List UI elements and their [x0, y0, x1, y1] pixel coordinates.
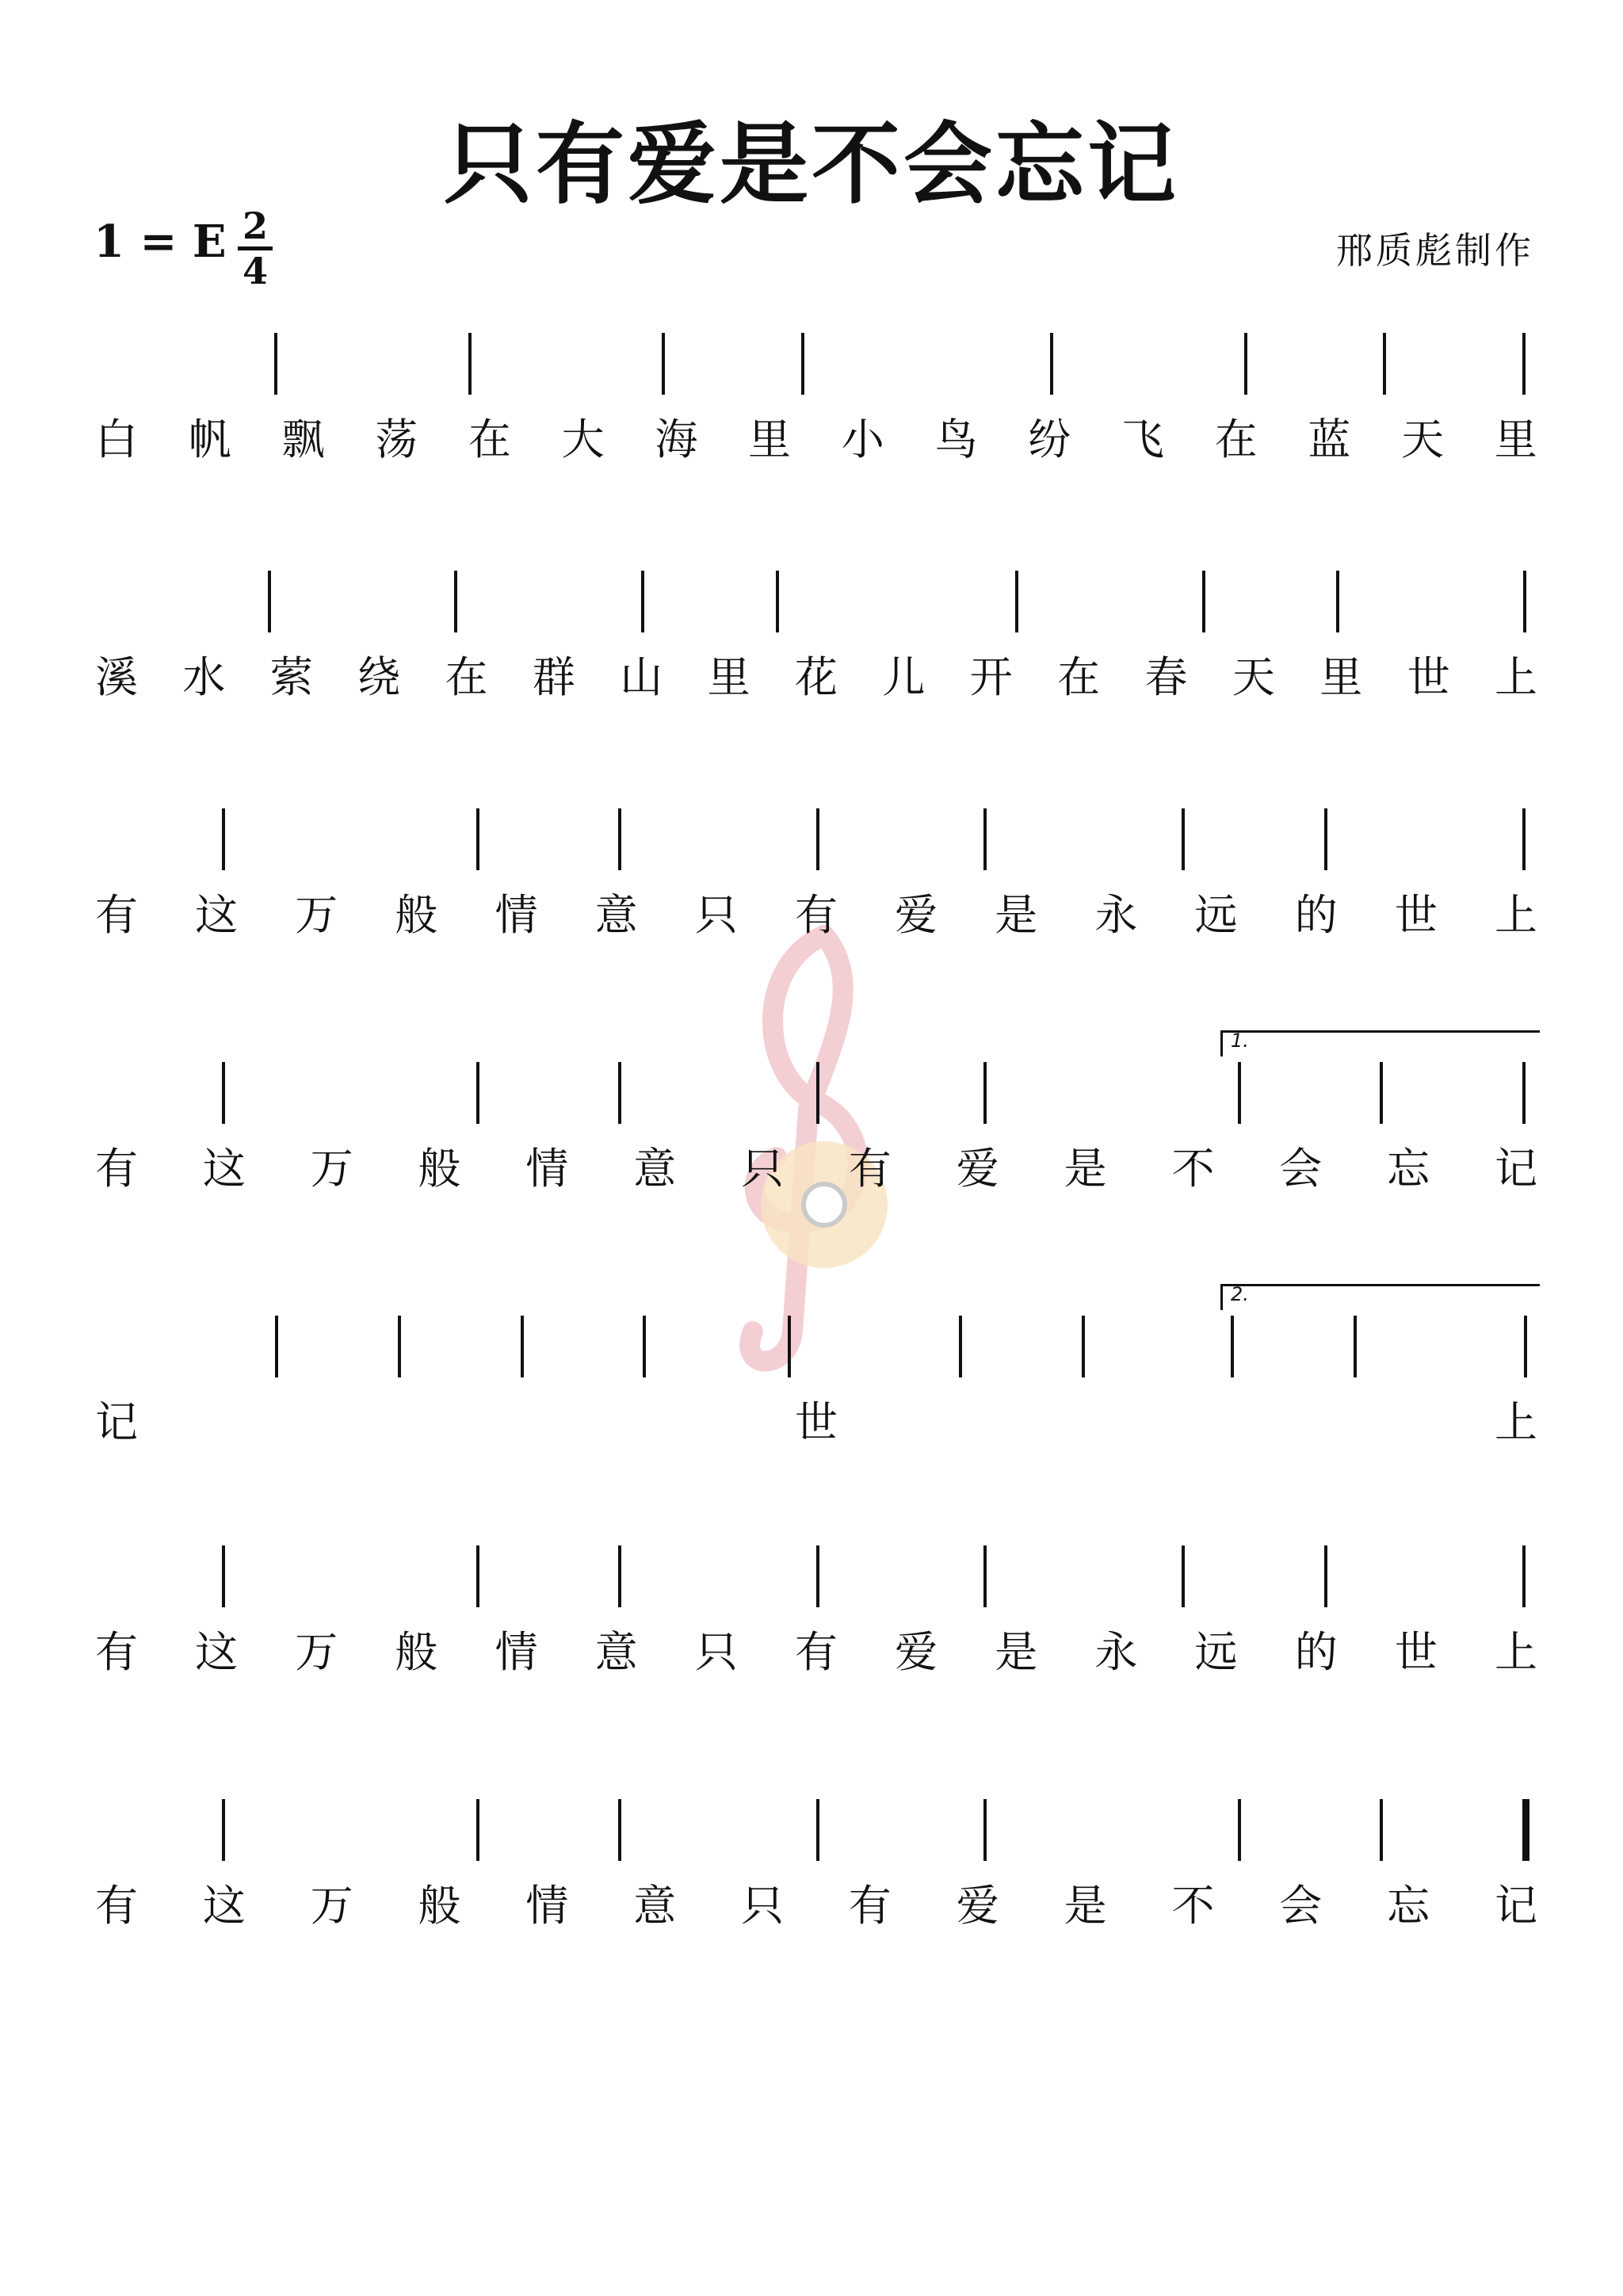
lyric-char: 这 — [195, 890, 239, 940]
barline — [476, 1799, 479, 1861]
lyric-char: 在 — [468, 415, 511, 464]
lyric-char: 是 — [995, 1627, 1038, 1677]
song-title: 只有爱是不会忘记 — [444, 113, 1179, 216]
lyric-char: 爱 — [956, 1144, 999, 1194]
barline — [398, 1316, 401, 1377]
lyric-char: 蓝 — [1308, 415, 1351, 464]
barline — [959, 1316, 962, 1377]
barline — [222, 1545, 225, 1607]
barline — [983, 1545, 987, 1607]
barline — [275, 1316, 278, 1377]
barline — [662, 333, 665, 395]
barline — [1324, 1545, 1327, 1607]
lyric-char: 忘 — [1387, 1144, 1430, 1194]
lyric-char: 有 — [794, 1627, 838, 1677]
lyric-char: 鸟 — [934, 415, 978, 464]
barline — [476, 808, 479, 870]
barline — [1524, 1316, 1527, 1377]
lyric-char: 群 — [532, 652, 575, 702]
barline — [1238, 1799, 1241, 1861]
barline — [476, 1062, 479, 1124]
lyric-char: 远 — [1194, 890, 1238, 940]
lyric-char: 只 — [694, 890, 738, 940]
lyric-char: 只 — [741, 1881, 785, 1931]
barline — [1522, 808, 1526, 870]
barline — [454, 571, 457, 632]
barline — [1522, 333, 1526, 395]
barline — [476, 1545, 479, 1607]
lyric-char: 这 — [202, 1144, 246, 1194]
lyric-char: 忘 — [1387, 1881, 1430, 1931]
lyric-line — [95, 1629, 1537, 1676]
lyric-char: 有 — [794, 890, 838, 940]
lyric-char: 世 — [795, 1397, 838, 1447]
barline — [1182, 808, 1185, 870]
lyric-char: 天 — [1232, 652, 1275, 702]
barline — [618, 808, 621, 870]
author-credit: 邢质彪制作 — [1336, 229, 1534, 272]
barline — [222, 808, 225, 870]
barline — [816, 808, 819, 870]
lyric-char: 花 — [795, 652, 838, 702]
lyric-char: 上 — [1495, 1397, 1537, 1447]
barline — [1383, 333, 1386, 395]
lyric-char: 不 — [1171, 1881, 1215, 1931]
lyric-char: 万 — [295, 1627, 338, 1677]
barline — [1380, 1062, 1383, 1124]
barline — [1522, 1545, 1526, 1607]
lyric-char: 世 — [1394, 1627, 1438, 1677]
lyric-char: 里 — [1319, 652, 1363, 702]
lyric-char: 情 — [525, 1144, 569, 1194]
barline — [268, 571, 271, 632]
key-signature: 1 = E — [94, 216, 227, 268]
lyric-char: 永 — [1094, 890, 1138, 940]
lyric-char: 帆 — [188, 415, 231, 464]
lyric-char: 小 — [841, 415, 884, 464]
barline — [222, 1799, 225, 1861]
lyric-char: 的 — [1294, 1627, 1338, 1677]
lyric-char: 有 — [95, 1627, 138, 1677]
lyric-char: 情 — [495, 1627, 538, 1677]
time-top: 2 — [242, 204, 268, 247]
lyric-char: 只 — [741, 1144, 785, 1194]
treble-clef-watermark-icon — [705, 919, 911, 1395]
volta-label: 2. — [1231, 1283, 1249, 1305]
barline — [618, 1545, 621, 1607]
lyric-char: 永 — [1094, 1627, 1138, 1677]
lyric-char: 飞 — [1121, 415, 1164, 464]
lyric-char: 般 — [418, 1881, 461, 1931]
lyric-char: 情 — [495, 890, 538, 940]
final-barline — [1522, 1799, 1529, 1861]
lyric-char: 儿 — [882, 652, 926, 702]
lyric-char: 荡 — [375, 415, 418, 464]
lyric-char: 远 — [1194, 1627, 1238, 1677]
barline — [816, 1545, 819, 1607]
time-bottom: 4 — [242, 250, 268, 292]
lyric-char: 天 — [1401, 415, 1445, 464]
lyric-char: 海 — [655, 415, 698, 464]
lyric-char: 会 — [1279, 1144, 1323, 1194]
lyric-char: 般 — [395, 890, 438, 940]
lyric-char: 记 — [1494, 1144, 1537, 1194]
barline — [618, 1799, 621, 1861]
barline — [1244, 333, 1247, 395]
lyric-char: 意 — [594, 890, 638, 940]
lyric-char: 万 — [310, 1144, 353, 1194]
barline — [1231, 1316, 1234, 1377]
barline — [641, 571, 644, 632]
lyric-char: 爱 — [895, 890, 938, 940]
lyric-char: 溪 — [95, 652, 138, 702]
lyric-char: 白 — [95, 415, 138, 464]
lyric-char: 里 — [748, 415, 792, 464]
lyric-line — [95, 416, 1537, 464]
lyric-char: 意 — [633, 1144, 677, 1194]
lyric-line — [95, 1882, 1537, 1930]
lyric-char: 在 — [445, 652, 488, 702]
barline — [1324, 808, 1327, 870]
lyric-char: 只 — [694, 1627, 738, 1677]
barline — [1523, 571, 1526, 632]
volta-label: 1. — [1231, 1030, 1249, 1052]
lyric-char: 有 — [848, 1881, 892, 1931]
barline — [468, 333, 472, 395]
lyric-char: 记 — [95, 1397, 138, 1447]
lyric-char: 开 — [969, 652, 1013, 702]
barline — [1380, 1799, 1383, 1861]
barline — [1202, 571, 1205, 632]
barline — [618, 1062, 621, 1124]
barline — [1354, 1316, 1357, 1377]
lyric-char: 爱 — [956, 1881, 999, 1931]
barline — [1522, 1062, 1526, 1124]
barline — [274, 333, 277, 395]
lyric-char: 不 — [1171, 1144, 1215, 1194]
lyric-char: 山 — [620, 652, 663, 702]
time-signature — [236, 204, 274, 292]
barline — [1182, 1545, 1185, 1607]
lyric-char: 有 — [95, 1881, 138, 1931]
barline — [983, 1062, 987, 1124]
lyric-char: 飘 — [281, 415, 325, 464]
barline — [983, 1799, 987, 1861]
lyric-line — [95, 1399, 1537, 1446]
lyric-char: 纷 — [1028, 415, 1071, 464]
lyric-char: 万 — [310, 1881, 353, 1931]
barline — [816, 1799, 819, 1861]
lyric-char: 般 — [395, 1627, 438, 1677]
lyric-char: 萦 — [269, 652, 313, 702]
lyric-char: 里 — [1494, 415, 1537, 464]
lyric-char: 在 — [1057, 652, 1101, 702]
barline — [1050, 333, 1053, 395]
lyric-char: 万 — [295, 890, 338, 940]
barline — [983, 808, 987, 870]
lyric-char: 这 — [195, 1627, 239, 1677]
lyric-char: 般 — [418, 1144, 461, 1194]
barline — [222, 1062, 225, 1124]
barline — [1336, 571, 1339, 632]
lyric-char: 有 — [95, 1144, 138, 1194]
lyric-char: 大 — [561, 415, 605, 464]
barline — [776, 571, 779, 632]
lyric-char: 上 — [1495, 652, 1537, 702]
lyric-char: 世 — [1407, 652, 1450, 702]
lyric-char: 绕 — [357, 652, 401, 702]
lyric-char: 在 — [1214, 415, 1258, 464]
lyric-char: 里 — [707, 652, 750, 702]
barline — [1238, 1062, 1241, 1124]
lyric-char: 记 — [1494, 1881, 1537, 1931]
barline — [643, 1316, 646, 1377]
lyric-char: 春 — [1144, 652, 1188, 702]
lyric-char: 是 — [1064, 1881, 1107, 1931]
lyric-char: 上 — [1494, 890, 1537, 940]
barline — [521, 1316, 524, 1377]
lyric-char: 会 — [1279, 1881, 1323, 1931]
lyric-char: 是 — [995, 890, 1038, 940]
lyric-char: 上 — [1494, 1627, 1537, 1677]
lyric-char: 情 — [525, 1881, 569, 1931]
volta-bracket — [1220, 1284, 1540, 1310]
barline — [801, 333, 804, 395]
lyric-char: 爱 — [895, 1627, 938, 1677]
lyric-char: 这 — [202, 1881, 246, 1931]
lyric-char: 意 — [633, 1881, 677, 1931]
lyric-char: 世 — [1394, 890, 1438, 940]
lyric-line — [95, 654, 1537, 701]
lyric-char: 是 — [1064, 1144, 1107, 1194]
lyric-char: 水 — [182, 652, 226, 702]
lyric-char: 的 — [1294, 890, 1338, 940]
lyric-char: 有 — [95, 890, 138, 940]
lyric-char: 有 — [848, 1144, 892, 1194]
volta-bracket — [1220, 1030, 1540, 1056]
barline — [1082, 1316, 1085, 1377]
lyric-char: 意 — [594, 1627, 638, 1677]
barline — [1015, 571, 1018, 632]
